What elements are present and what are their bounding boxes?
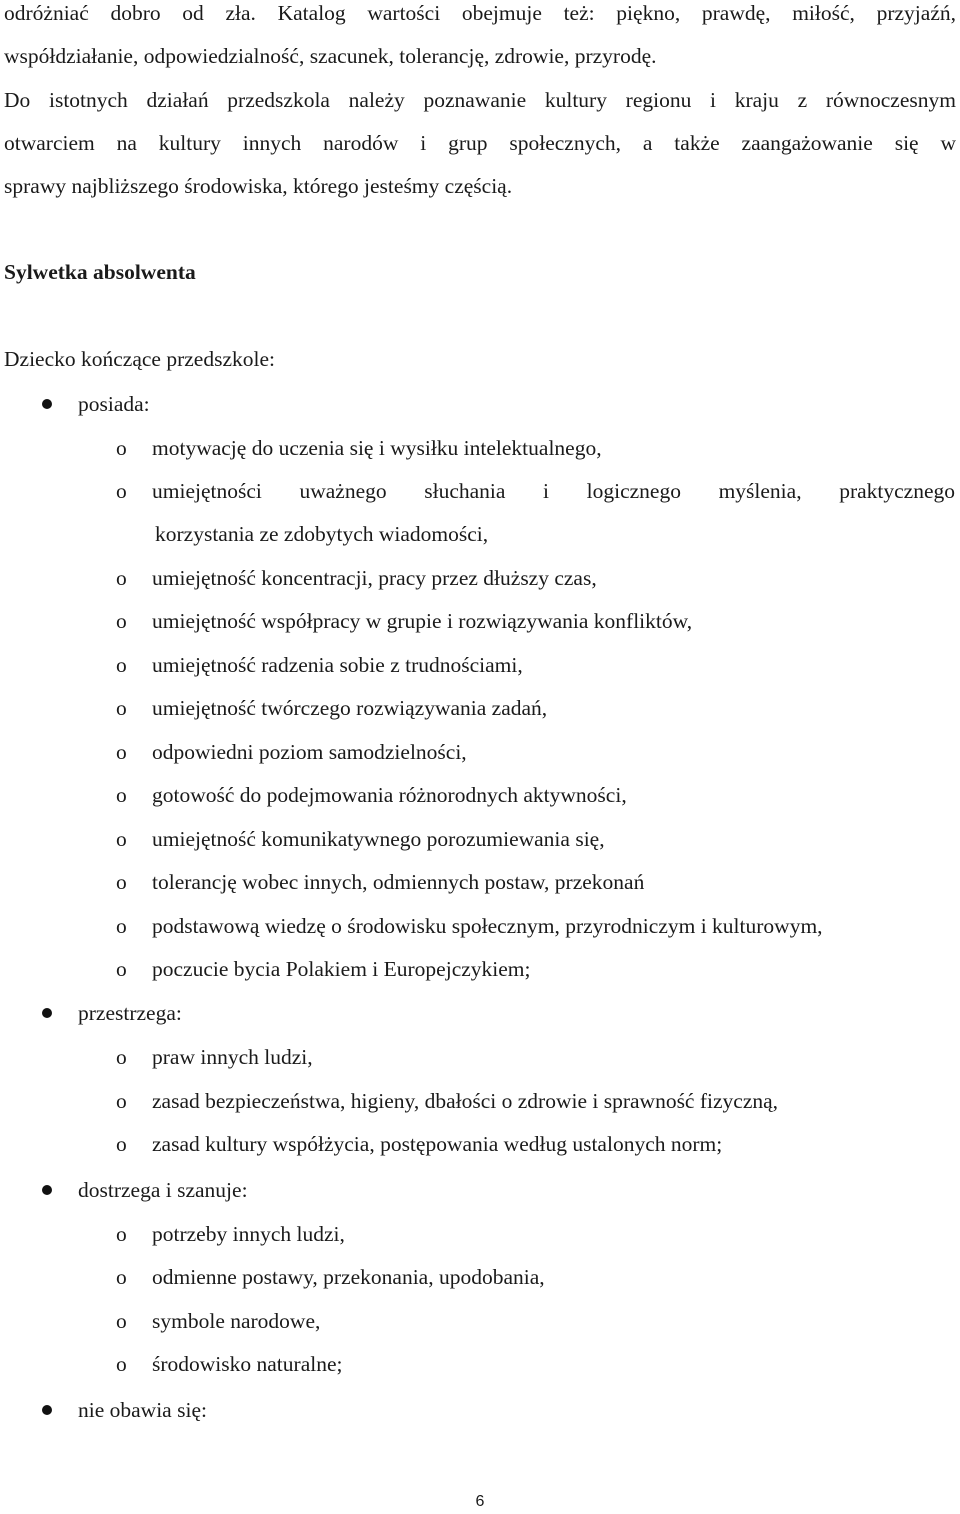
sub-bullet-icon: o xyxy=(116,696,127,720)
intro-line: odróżniać dobro od zła. Katalog wartości obejmuje też: piękno, prawdę, miłość, przyjaźń, xyxy=(4,1,956,25)
list-item: odmienne postawy, przekonania, upodobania, xyxy=(152,1265,545,1289)
list-item: odpowiedni poziom samodzielności, xyxy=(152,740,467,764)
sub-bullet-icon: o xyxy=(116,914,127,938)
list-item: symbole narodowe, xyxy=(152,1309,321,1333)
list-item: umiejętność komunikatywnego porozumiewania się, xyxy=(152,827,605,851)
list-item: potrzeby innych ludzi, xyxy=(152,1222,345,1246)
list-item: środowisko naturalne; xyxy=(152,1352,343,1376)
bullet-icon xyxy=(42,1008,52,1018)
list-item-continuation: korzystania ze zdobytych wiadomości, xyxy=(155,522,489,546)
intro-line: otwarciem na kultury innych narodów i grup społecznych, a także zaangażowanie się w xyxy=(4,131,956,155)
sub-bullet-icon: o xyxy=(116,479,127,503)
section-label: dostrzega i szanuje: xyxy=(78,1178,248,1202)
sub-bullet-icon: o xyxy=(116,783,127,807)
sub-bullet-icon: o xyxy=(116,740,127,764)
sub-bullet-icon: o xyxy=(116,1045,127,1069)
sub-bullet-icon: o xyxy=(116,1352,127,1376)
list-item: poczucie bycia Polakiem i Europejczykiem; xyxy=(152,957,531,981)
list-item: umiejętność radzenia sobie z trudnościami, xyxy=(152,653,523,677)
bullet-icon xyxy=(42,1405,52,1415)
list-item: umiejętności uważnego słuchania i logicznego myślenia, praktycznego xyxy=(152,479,955,503)
lead-text: Dziecko kończące przedszkole: xyxy=(4,347,275,371)
list-item: gotowość do podejmowania różnorodnych aktywności, xyxy=(152,783,627,807)
bullet-icon xyxy=(42,1185,52,1195)
list-item: podstawową wiedzę o środowisku społecznym, przyrodniczym i kulturowym, xyxy=(152,914,823,938)
sub-bullet-icon: o xyxy=(116,957,127,981)
intro-line: Do istotnych działań przedszkola należy poznawanie kultury regionu i kraju z równoczesnym xyxy=(4,88,956,112)
list-item: umiejętność współpracy w grupie i rozwiązywania konfliktów, xyxy=(152,609,693,633)
section-label: nie obawia się: xyxy=(78,1398,207,1422)
intro-line: sprawy najbliższego środowiska, którego jesteśmy częścią. xyxy=(4,174,513,198)
sub-bullet-icon: o xyxy=(116,609,127,633)
section-label: posiada: xyxy=(78,392,150,416)
list-item: umiejętność koncentracji, pracy przez dłuższy czas, xyxy=(152,566,597,590)
list-item: zasad kultury współżycia, postępowania według ustalonych norm; xyxy=(152,1132,723,1156)
list-item: zasad bezpieczeństwa, higieny, dbałości o zdrowie i sprawność fizyczną, xyxy=(152,1089,779,1113)
sub-bullet-icon: o xyxy=(116,653,127,677)
bullet-icon xyxy=(42,399,52,409)
section-heading: Sylwetka absolwenta xyxy=(4,260,196,284)
sub-bullet-icon: o xyxy=(116,1222,127,1246)
section-label: przestrzega: xyxy=(78,1001,182,1025)
sub-bullet-icon: o xyxy=(116,827,127,851)
sub-bullet-icon: o xyxy=(116,1309,127,1333)
list-item: praw innych ludzi, xyxy=(152,1045,313,1069)
sub-bullet-icon: o xyxy=(116,436,127,460)
sub-bullet-icon: o xyxy=(116,1265,127,1289)
intro-line: współdziałanie, odpowiedzialność, szacunek, tolerancję, zdrowie, przyrodę. xyxy=(4,44,657,68)
list-item: umiejętność twórczego rozwiązywania zadań, xyxy=(152,696,548,720)
list-item: motywację do uczenia się i wysiłku intelektualnego, xyxy=(152,436,602,460)
sub-bullet-icon: o xyxy=(116,566,127,590)
sub-bullet-icon: o xyxy=(116,1132,127,1156)
sub-bullet-icon: o xyxy=(116,1089,127,1113)
list-item: tolerancję wobec innych, odmiennych postaw, przekonań xyxy=(152,870,645,894)
sub-bullet-icon: o xyxy=(116,870,127,894)
page-number: 6 xyxy=(475,1493,485,1510)
